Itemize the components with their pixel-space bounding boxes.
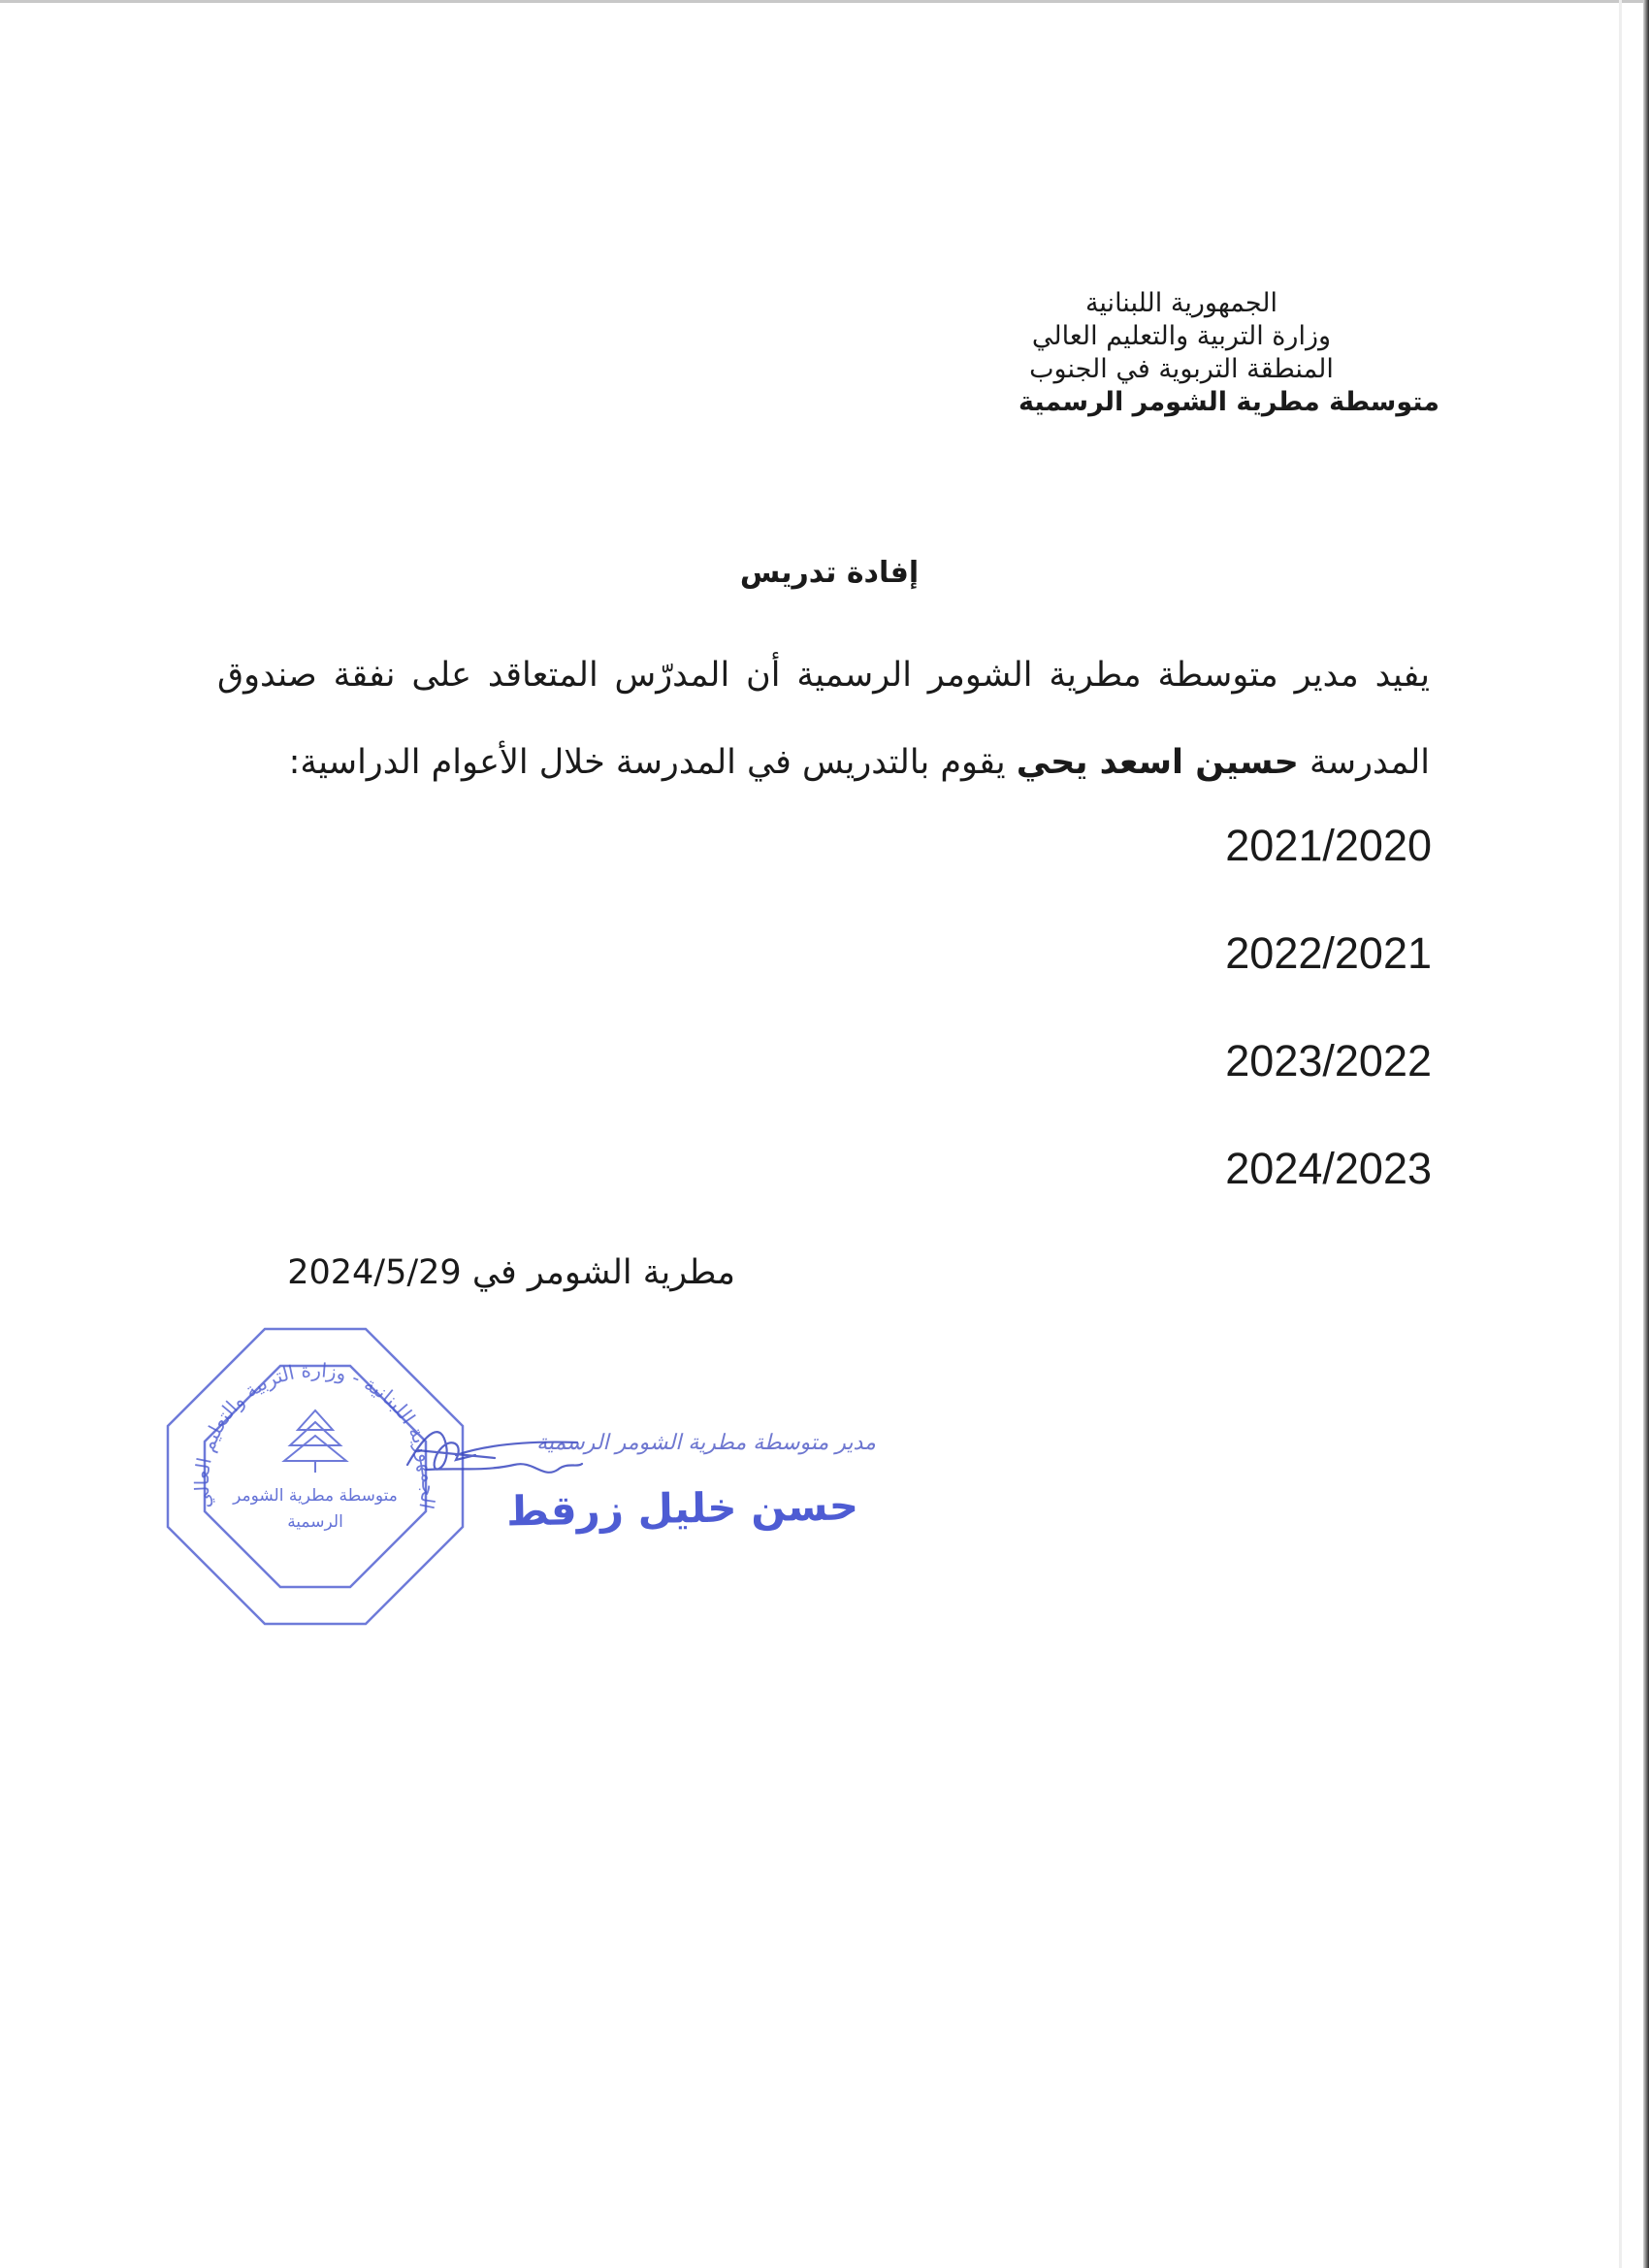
cedar-icon [284, 1410, 346, 1473]
academic-year: 2022/2021 [1225, 928, 1432, 978]
academic-years-list [1141, 817, 1432, 1247]
body-text-part2: يقوم بالتدريس في المدرسة خلال الأعوام الدراسية: [288, 743, 1017, 782]
letterhead [929, 287, 1439, 419]
director-name-stamp: حسن خليل زرقط [505, 1481, 859, 1536]
stamp-school-line1: متوسطة مطرية الشومر [233, 1486, 398, 1506]
stamp-school-line2: الرسمية [287, 1512, 343, 1532]
school-name: متوسطة مطرية الشومر الرسمية [1018, 387, 1439, 417]
scan-edge-line [1619, 0, 1622, 2268]
academic-year: 2021/2020 [1225, 821, 1432, 870]
scan-edge-top [0, 0, 1649, 3]
place-and-date: مطرية الشومر في 2024/5/29 [287, 1253, 735, 1292]
region-name: المنطقة التربوية في الجنوب [1029, 354, 1334, 384]
handwritten-signature [398, 1411, 592, 1499]
body-text-part1: يفيد مدير متوسطة مطرية الشومر الرسمية أن المدرّس المتعاقد على نفقة صندوق المدرسة [217, 656, 1430, 782]
scan-edge-right [1643, 0, 1649, 2268]
academic-year: 2023/2022 [1225, 1036, 1432, 1085]
teacher-name: حسين اسعد يحي [1016, 743, 1299, 782]
document-title: إفادة تدريس [739, 556, 920, 590]
country-name: الجمهورية اللبنانية [1084, 288, 1278, 318]
academic-year: 2024/2023 [1225, 1144, 1432, 1193]
stamp-outer-text: الجمهورية اللبنانية - وزارة التربية والتعليم العالي [189, 1358, 441, 1511]
ministry-name: وزارة التربية والتعليم العالي [1031, 321, 1332, 351]
certificate-body [217, 632, 1430, 806]
director-title: مدير متوسطة مطرية الشومر الرسمية [536, 1431, 876, 1455]
